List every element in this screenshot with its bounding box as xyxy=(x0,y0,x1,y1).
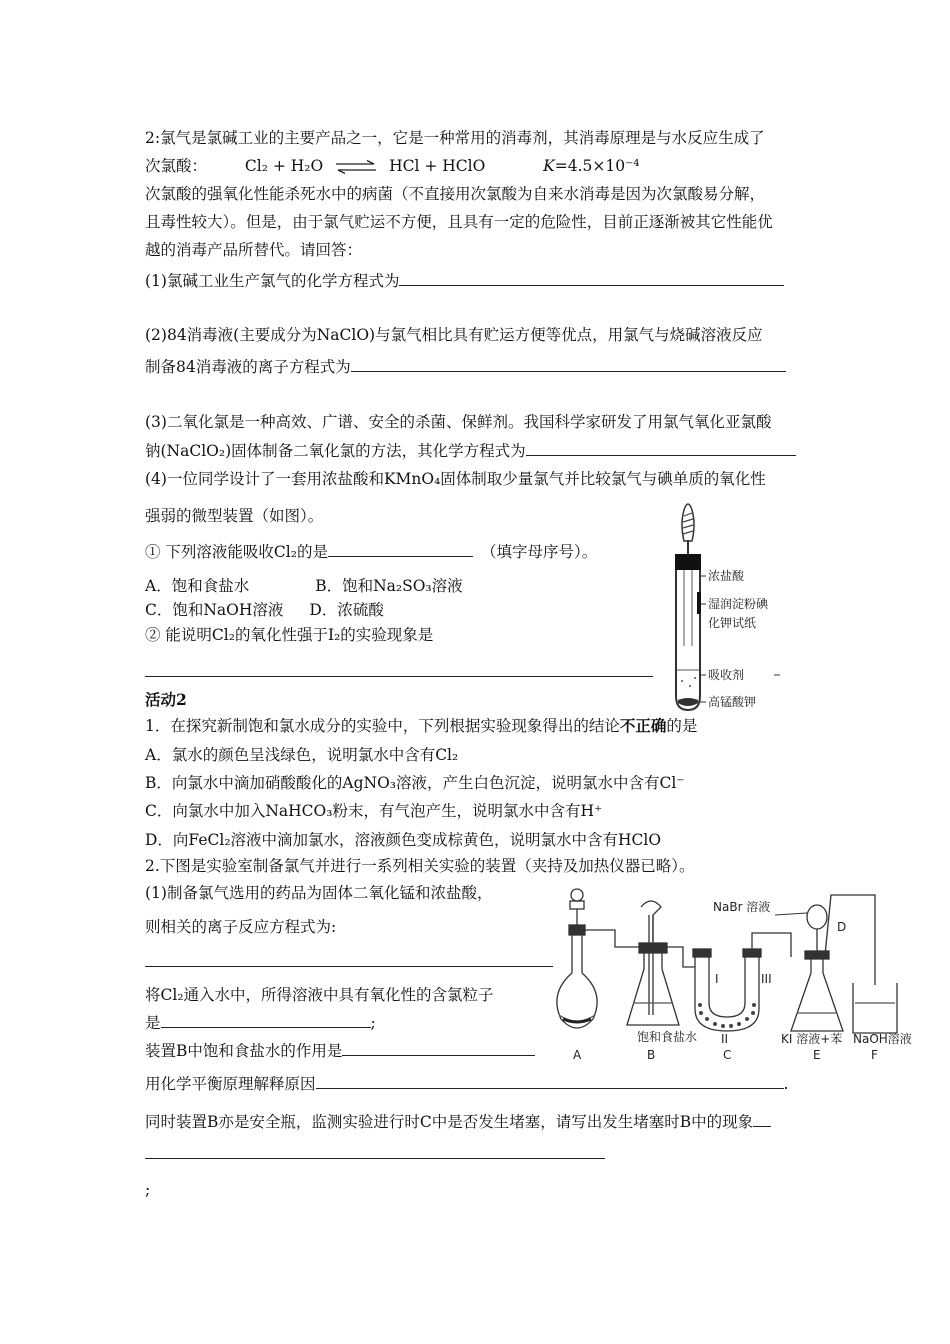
equation-left: Cl₂ + H₂O xyxy=(244,157,324,175)
act2-q2-part1-a: (1)制备氯气选用的药品为固体二氧化锰和浓盐酸， xyxy=(145,884,493,902)
q2-part3-line-b xyxy=(145,440,796,461)
q2-intro-2: 次氯酸： xyxy=(145,157,208,175)
act2-q1-post: 的是 xyxy=(666,717,698,735)
act2-q2-part5-text: 同时装置B亦是安全瓶，监测实验进行时C中是否发生堵塞，请写出发生堵塞时B中的现象 xyxy=(145,1113,754,1131)
label-ii: II xyxy=(721,1032,729,1046)
answer-blank-particles[interactable] xyxy=(161,1012,371,1028)
label-a: A xyxy=(573,1048,582,1062)
act2-q2-part2-b xyxy=(145,1012,376,1033)
act2-q2-intro: 2.下图是实验室制备氯气并进行一系列相关实验的装置（夹持及加热仪器已略）。 xyxy=(145,857,695,875)
q2-part2-line-a: (2)84消毒液(主要成分为NaClO)与氯气相比具有贮运方便等优点，用氯气与烧碱溶液反应 xyxy=(145,326,763,344)
tube-stopper xyxy=(675,554,701,570)
equilibrium-arrow-icon xyxy=(334,160,378,174)
q2-equation-line xyxy=(145,156,640,176)
act2-q2-part2-text: 是 xyxy=(145,1014,161,1032)
q2-intro-line-1: 2:氯气是氯碱工业的主要产品之一，它是一种常用的消毒剂，其消毒原理是与水反应生成了 xyxy=(145,129,765,147)
activity2-heading: 活动2 xyxy=(145,690,187,709)
answer-blank-2[interactable] xyxy=(351,356,786,372)
k-value: =4.5×10⁻⁴ xyxy=(554,157,640,175)
label-c: C xyxy=(723,1048,732,1062)
label-f: F xyxy=(871,1048,878,1062)
act2-q2-part3 xyxy=(145,1040,535,1061)
label-b-solution: 饱和食盐水 xyxy=(637,1030,698,1044)
k-label: K xyxy=(543,157,555,175)
q2-part3-text: 钠(NaClO₂)固体制备二氧化氯的方法，其化学方程式为 xyxy=(145,442,526,460)
act2-q2-end: ; xyxy=(145,1181,151,1199)
q2-sub1 xyxy=(145,541,597,562)
option-b: B．饱和Na₂SO₃溶液 xyxy=(315,577,463,595)
act2-q2-part2-end: ; xyxy=(370,1014,376,1032)
label-nabr: NaBr 溶液 xyxy=(713,900,771,914)
label-f-solution: NaOH溶液 xyxy=(853,1032,912,1046)
option-d: D．浓硫酸 xyxy=(309,601,384,619)
q2-sub1-text: ① 下列溶液能吸收Cl₂的是 xyxy=(145,543,328,561)
test-tube xyxy=(676,570,701,710)
answer-blank-4[interactable] xyxy=(328,541,473,557)
act2-q2-part1-b: 则相关的离子反应方程式为: xyxy=(145,918,337,936)
answer-line-ionic-eq[interactable] xyxy=(145,966,553,967)
act2-q1-option-d: D．向FeCl₂溶液中滴加氯水，溶液颜色变成棕黄色，说明氯水中含有HClO xyxy=(145,831,662,849)
act2-q2-part5 xyxy=(145,1111,771,1132)
option-c: C．饱和NaOH溶液 xyxy=(145,601,284,619)
q2-part2-text: 制备84消毒液的离子方程式为 xyxy=(145,358,351,376)
answer-blank-nacl-role[interactable] xyxy=(342,1040,535,1056)
swab-icon xyxy=(682,504,694,554)
q2-options-ab xyxy=(145,576,463,596)
act2-q1-option-a: A．氯水的颜色呈浅绿色，说明氯水中含有Cl₂ xyxy=(145,746,459,764)
equation-right: HCl + HClO xyxy=(389,157,486,175)
act2-q1-emphasis: 不正确 xyxy=(619,716,667,735)
answer-blank-equilibrium[interactable] xyxy=(316,1073,784,1089)
q2-sub1-post: （填字母序号）。 xyxy=(480,543,598,561)
act2-q2-part3-text: 装置B中饱和食盐水的作用是 xyxy=(145,1042,343,1060)
label-iii: III xyxy=(761,972,772,986)
answer-blank-1[interactable] xyxy=(399,270,784,286)
q2-part4-line-a: (4)一位同学设计了一套用浓盐酸和KMnO₄固体制取少量氯气并比较氯气与碘单质的氧化性 xyxy=(145,470,766,488)
label-conc-hcl: 浓盐酸 xyxy=(708,569,745,583)
u-tube-packing xyxy=(698,1003,756,1028)
q2-part4-line-b: 强弱的微型装置（如图）。 xyxy=(145,507,324,525)
q2-intro-line-3: 次氯酸的强氧化性能杀死水中的病菌（不直接用次氯酸为自来水消毒是因为次氯酸易分解， xyxy=(145,185,766,203)
q2-intro-line-5: 越的消毒产品所替代。请回答： xyxy=(145,241,363,259)
q2-part1-text: (1)氯碱工业生产氯气的化学方程式为 xyxy=(145,272,400,290)
act2-q2-part2-a: 将Cl₂通入水中，所得溶液中具有氧化性的含氯粒子 xyxy=(145,986,494,1004)
beaker-f xyxy=(853,983,897,1033)
flask-a xyxy=(557,889,647,1028)
act2-q1 xyxy=(145,716,697,736)
label-absorbent: 吸收剂 xyxy=(708,668,745,682)
answer-line-sub2[interactable] xyxy=(145,676,653,677)
label-e-solution: KI 溶液+苯 xyxy=(781,1032,843,1046)
label-d: D xyxy=(837,920,847,934)
label-e: E xyxy=(813,1048,821,1062)
flask-b xyxy=(627,901,695,1025)
q2-sub2: ② 能说明Cl₂的氧化性强于I₂的实验现象是 xyxy=(145,626,434,644)
label-starch-paper-2: 化钾试纸 xyxy=(708,616,757,630)
act2-q2-part4-text: 用化学平衡原理解释原因 xyxy=(145,1075,316,1093)
q2-part2-line-b xyxy=(145,356,786,377)
micro-apparatus-figure xyxy=(662,496,792,718)
act2-q1-text: 1．在探究新制饱和氯水成分的实验中，下列根据实验现象得出的结论 xyxy=(145,717,620,735)
act2-q1-option-b: B．向氯水中滴加硝酸酸化的AgNO₃溶液，产生白色沉淀，说明氯水中含有Cl⁻ xyxy=(145,774,685,792)
label-i: I xyxy=(715,972,719,986)
flask-e xyxy=(791,895,875,1031)
chlorine-apparatus-figure xyxy=(555,885,925,1063)
act2-q2-part4 xyxy=(145,1073,788,1094)
q2-options-cd xyxy=(145,600,384,620)
answer-blank-blockage-start[interactable] xyxy=(753,1111,771,1127)
label-kmno4: 高锰酸钾 xyxy=(708,695,757,709)
option-a: A．饱和食盐水 xyxy=(145,577,250,595)
act2-q1-option-c: C．向氯水中加入NaHCO₃粉末，有气泡产生，说明氯水中含有H⁺ xyxy=(145,802,603,820)
q2-intro-line-4: 且毒性较大）。但是，由于氯气贮运不方便，且具有一定的危险性，目前正逐渐被其它性能优 xyxy=(145,213,773,231)
label-starch-paper-1: 湿润淀粉碘 xyxy=(708,597,769,611)
q2-part3-line-a: (3)二氧化氯是一种高效、广谱、安全的杀菌、保鲜剂。我国科学家研发了用氯气氧化亚氯酸 xyxy=(145,413,772,431)
answer-line-blockage[interactable] xyxy=(145,1158,605,1159)
label-b: B xyxy=(647,1048,656,1062)
u-tube-c xyxy=(693,933,791,1031)
act2-q2-part4-end: . xyxy=(783,1075,789,1093)
answer-blank-3[interactable] xyxy=(526,440,796,456)
q2-part1 xyxy=(145,270,784,291)
